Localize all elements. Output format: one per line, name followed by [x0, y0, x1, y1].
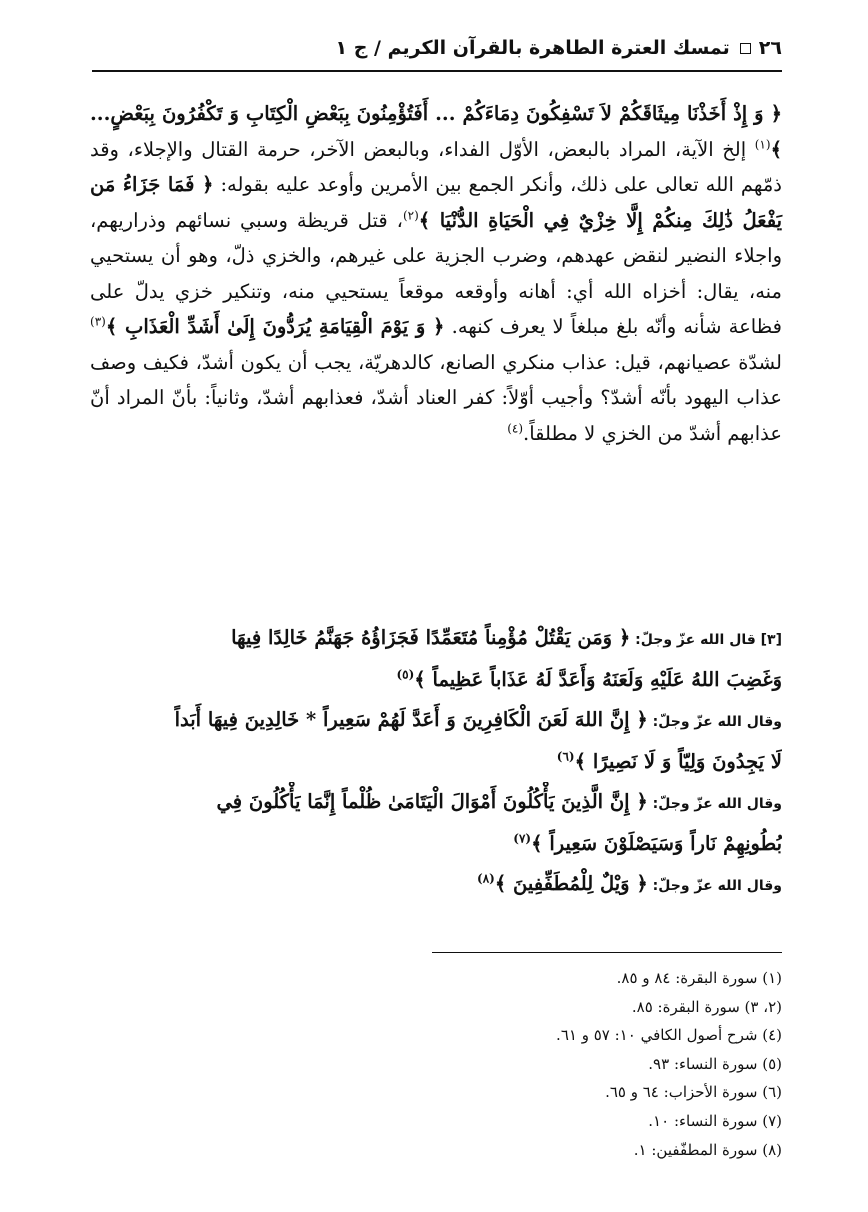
- commentary-paragraph: [90, 96, 782, 451]
- commentary-text: ، قتل قريظة وسبي نسائهم وذراريهم، واجلاء النضير لنقض عهدهم، وضرب الجزية على غيرهم، والخزي ذلّ، وهو أن يستحيي منه، يقال: أخزاه الله أي: أهانه وأوقعه موقعاً يستحيي منه، وتنكير خزي يدلّ على فظاعة شأنه وأنّه بلغ مبلغاً لا يعرف كنهه.: [90, 208, 782, 338]
- book-title: تمسك العترة الطاهرة بالقرآن الكريم / ج ١: [335, 37, 730, 59]
- commentary-text: إلخ الآية، المراد بالبعض، الأوّل الفداء، وبالبعض الآخر، حرمة القتال والإجلاء، وقد ذمّهم الله تعالى على ذلك، وأنكر الجمع بين الأمرين وأوعد عليه بقوله:: [90, 137, 782, 196]
- page-number: ٢٦: [758, 37, 782, 59]
- commentary-text: لشدّة عصيانهم، قيل: عذاب منكري الصانع، كالدهريّة، يجب أن يكون أشدّ، فكيف وصف عذاب اليهود بأنّه أشدّ؟ وأجيب أوّلاً: كفر العناد أشدّ، فعذابهم أشدّ، وثانياً: بأنّ المراد أنّ عذابهم أشدّ من الخزي لا مطلقاً.: [90, 350, 782, 445]
- verse-intro: وقال الله عزّ وجلّ:: [647, 796, 782, 812]
- verse-text: ﴿ إِنَّ الَّذِينَ يَأْكُلُونَ أَمْوَالَ الْيَتَامَىٰ ظُلْماً إِنَّمَا يَأْكُلُونَ فِي: [216, 790, 648, 813]
- verse-line: [90, 782, 782, 824]
- footnote-marker: (٥): [396, 667, 415, 682]
- footnote: (٢، ٣) سورة البقرة: ٨٥.: [631, 997, 782, 1016]
- verse-intro: [٣] قال الله عزّ وجلّ:: [630, 632, 782, 648]
- header-rule: [92, 70, 782, 72]
- verse-intro: وقال الله عزّ وجلّ:: [647, 878, 782, 894]
- verse-text: لَا يَجِدُونَ وَلِيّاً وَ لَا نَصِيرًا ﴾: [574, 750, 782, 773]
- footnote-marker: (٤): [507, 421, 524, 435]
- footnote: (٨) سورة المطفّفين: ١.: [633, 1140, 782, 1159]
- verse-text: ﴿ وَمَن يَقْتُلْ مُؤْمِناً مُتَعَمِّدًا فَجَزَاؤُهُ جَهَنَّمُ خَالِدًا فِيهَا: [231, 626, 631, 649]
- footnote-marker: (٨): [477, 871, 495, 886]
- footnote: (٥) سورة النساء: ٩٣.: [648, 1054, 782, 1073]
- paragraph-text: [90, 96, 782, 451]
- footnote-rule: [432, 952, 782, 953]
- verse-intro: وقال الله عزّ وجلّ:: [647, 714, 782, 730]
- verse-text: ﴿ وَيْلٌ لِلْمُطَفِّفِينَ ﴾: [494, 872, 648, 895]
- quran-quote: ﴿ فَمَا جَزَاءُ مَن يَفْعَلُ ذَٰلِكَ مِنكُمْ إِلَّا خِزْيٌ فِي الْحَيَاةِ الدُّنْيَا ﴾: [90, 173, 782, 232]
- footnote-marker: (٢): [402, 208, 419, 222]
- verse-text: ﴿ إِنَّ اللهَ لَعَنَ الْكَافِرِينَ وَ أَعَدَّ لَهُمْ سَعِيراً * خَالِدِينَ فِيهَا أَبَداً: [174, 708, 648, 731]
- verses-section: [90, 618, 782, 906]
- footnote-marker: (٦): [556, 749, 575, 764]
- verse-text: بُطُونِهِمْ نَاراً وَسَيَصْلَوْنَ سَعِيراً ﴾: [531, 832, 782, 855]
- square-bullet-icon: [740, 43, 751, 54]
- footnote-marker: (٣): [90, 314, 106, 329]
- verse-line: [90, 700, 782, 742]
- quran-quote: ﴿ وَ يَوْمَ الْقِيَامَةِ يُرَدُّونَ إِلَىٰ أَشَدِّ الْعَذَابِ ﴾: [105, 315, 445, 338]
- footnote: (١) سورة البقرة: ٨٤ و ٨٥.: [616, 969, 782, 987]
- footnote: (٧) سورة النساء: ١٠.: [648, 1111, 782, 1130]
- running-header: [92, 26, 782, 70]
- verse-line: [90, 660, 782, 700]
- verse-line: [90, 742, 782, 782]
- verse-line: [90, 864, 782, 906]
- footnote: (٤) شرح أصول الكافي ١٠: ٥٧ و ٦١.: [556, 1026, 782, 1045]
- footnotes-list: [380, 964, 782, 1164]
- verse-line: [90, 618, 782, 660]
- footnote-marker: (١): [754, 137, 771, 151]
- verse-text: وَغَضِبَ اللهُ عَلَيْهِ وَلَعَنَهُ وَأَعَدَّ لَهُ عَذَاباً عَظِيماً ﴾: [414, 668, 782, 691]
- footnote-marker: (٧): [513, 831, 532, 846]
- footnote: (٦) سورة الأحزاب: ٦٤ و ٦٥.: [605, 1083, 782, 1102]
- quran-quote: ﴿ وَ إِذْ أَخَذْنَا مِيثَاقَكُمْ لاَ تَسْفِكُونَ دِمَاءَكُمْ ... أَفَتُؤْمِنُونَ بِبَعْضِ الْكِتَابِ وَ تَكْفُرُونَ بِبَعْضٍ... ﴾: [90, 102, 782, 161]
- verse-line: [90, 824, 782, 864]
